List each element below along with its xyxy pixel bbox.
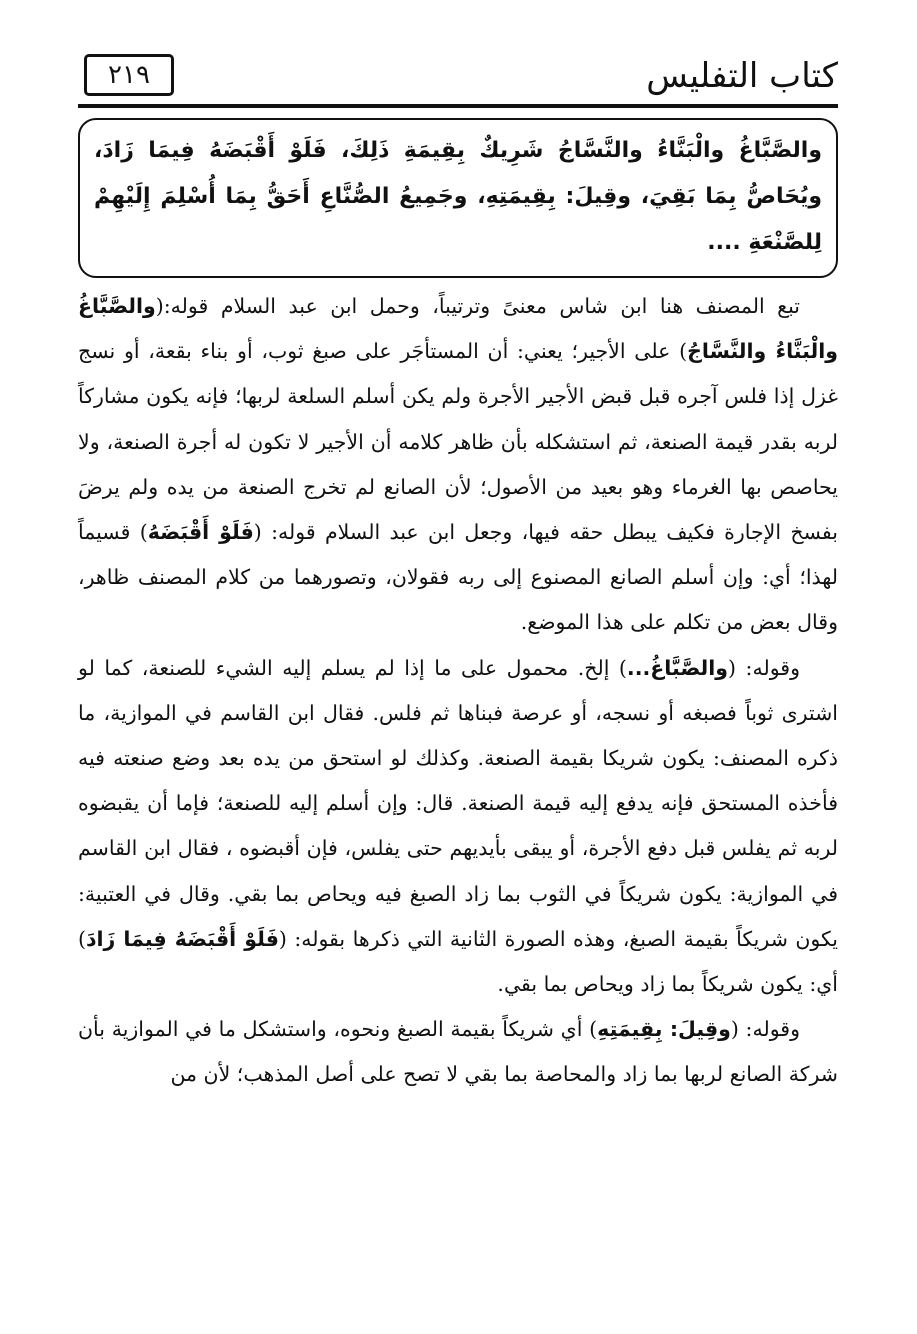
commentary-paragraph <box>78 646 838 1008</box>
quoted-matn: فَلَوْ أَقْبَضَهُ <box>147 520 254 545</box>
commentary-text: ) قسيماً لهذا؛ أي: وإن أسلم الصانع المصنوع إلى ربه فقولان، وتصورهما من كلام المصنف ظاهر، وقال بعض من تكلم على هذا الموضع. <box>78 520 838 635</box>
commentary-paragraph <box>78 284 838 646</box>
commentary-text: ) أي شريكاً بقيمة الصبغ ونحوه، واستشكل ما في الموازية بأن شركة الصانع لربها بما زاد والمحاصة بما بقي لا تصح على أصل المذهب؛ لأن من <box>78 1017 838 1087</box>
commentary-text: وقوله: ( <box>730 1017 800 1042</box>
chapter-title: كتاب التفليس <box>646 56 838 96</box>
page-number: ٢١٩ <box>84 54 174 96</box>
quoted-matn: والصَّبَّاغُ... <box>626 655 729 680</box>
quoted-matn: والصَّبَّاغُ والْبَنَّاءُ والنَّسَّاجُ <box>78 294 838 364</box>
commentary-text: ) على الأجير؛ يعني: أن المستأجَر على صبغ ثوب، أو بناء بقعة، أو نسج غزل إذا فلس آجره قبل قبض الأجير الأجرة ولم يكن أسلم السلعة لربها؛ فإنه يكون مشاركاً لربه بقدر قيمة الصنعة، ثم استشكله بأن ظاهر كلامه أن الأجير لا تكون له أجرة الصنعة، ولا يحاصص بها الغرماء وهو بعيد من الأصول؛ لأن الصانع لم تخرج الصنعة من يده ولم يرضَ بفسخ الإجارة فكيف يبطل حقه فيها، وجعل ابن عبد السلام قوله: ( <box>78 339 839 545</box>
matn-text-box: والصَّبَّاغُ والْبَنَّاءُ والنَّسَّاجُ شَرِيكٌ بِقِيمَةِ ذَلِكَ، فَلَوْ أَقْبَضَهُ فِيمَا زَادَ، ويُحَاصُّ بِمَا بَقِيَ، وقِيلَ: بِقِيمَتِهِ، وجَمِيعُ الصُّنَّاعِ أَحَقُّ بِمَا أُسْلِمَ إِلَيْهِمْ لِلصَّنْعَةِ .... <box>78 118 838 278</box>
book-page <box>78 52 838 1098</box>
quoted-matn: فَلَوْ أَقْبَضَهُ فِيمَا زَادَ <box>86 926 279 951</box>
commentary-text: تبع المصنف هنا ابن شاس معنىً وترتيباً، وحمل ابن عبد السلام قوله:( <box>155 294 800 318</box>
quoted-matn: وقِيلَ: بِقِيمَتِهِ <box>597 1017 731 1042</box>
commentary-body <box>78 284 838 1098</box>
commentary-paragraph <box>78 1007 838 1097</box>
commentary-text: ) إلخ. محمول على ما إذا لم يسلم إليه الشيء للصنعة، كما لو اشترى ثوباً فصبغه أو نسجه، أو عرصة فبناها ثم فلس. فقال ابن القاسم في الموازية، ما ذكره المصنف: يكون شريكا بقيمة الصنعة. وكذلك لو استحق من يده بعد وضع صنعته فيه فأخذه المستحق فإنه يدفع إليه قيمة الصنعة. قال: وإن أسلم إليه للصنعة؛ فإما أن يقبضوه لربه ثم يفلس قبل دفع الأجرة، أو يبقى بأيديهم حتى يفلس، فإن أقبضوه ، فقال ابن القاسم في الموازية: يكون شريكاً في الثوب بما زاد الصبغ فيه ويحاص بما بقي. وقال في العتبية: يكون شريكاً بقيمة الصبغ، وهذه الصورة الثانية التي ذكرها بقوله: ( <box>78 655 838 951</box>
page-header <box>78 52 838 108</box>
commentary-text: ) أي: يكون شريكاً بما زاد ويحاص بما بقي. <box>78 926 838 997</box>
commentary-text: وقوله: ( <box>728 655 800 680</box>
